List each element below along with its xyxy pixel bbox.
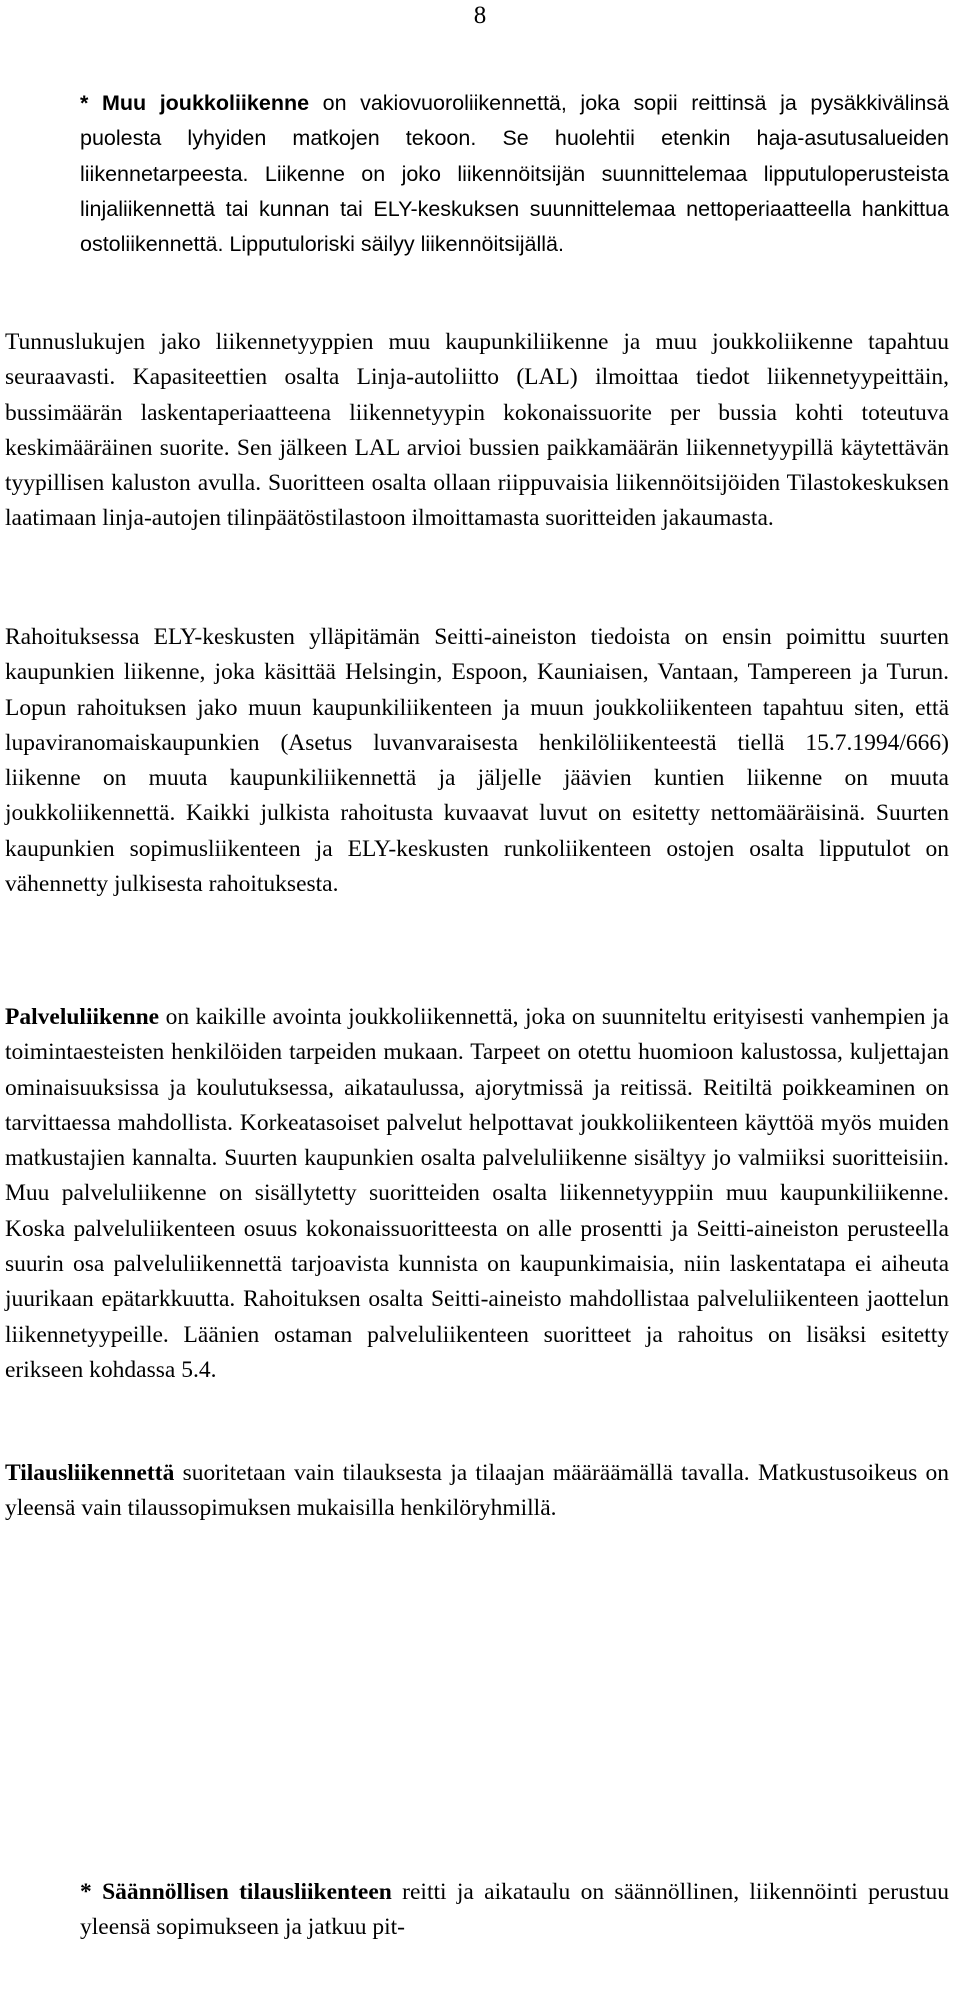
bullet-marker: * xyxy=(80,91,102,115)
paragraph-saannollinen-tilausliikenne xyxy=(80,1875,949,1946)
paragraph-text: Tunnuslukujen jako liikennetyyppien muu kaupunkiliikenne ja muu joukkoliikenne tapahtuu seuraavasti. Kapasiteettien osalta Linja-autoliitto (LAL) ilmoittaa tiedot liikennetyypeittäin, bussimäärän laskentaperiaatteena liikennetyypin kokonaissuorite per bussia kohti toteutuva keskimääräinen suorite. Sen jälkeen LAL arvioi bussien paikkamäärän liikennetyypillä käytettävän tyypillisen kaluston avulla. Suoritteen osalta ollaan riippuvaisia liikennöitsijöiden Tilastokeskuksen laatimaan linja-autojen tilinpäätöstilastoon ilmoittamasta suoritteiden jakaumasta. xyxy=(5,329,949,532)
paragraph-muu-joukkoliikenne xyxy=(80,86,949,262)
paragraph-text: reitti ja aikataulu on säännöllinen, liikennöinti perustuu yleensä sopimukseen ja jatkuu pit- xyxy=(80,1879,950,1941)
paragraph-text: Rahoituksessa ELY-keskusten ylläpitämän Seitti-aineiston tiedoista on ensin poimittu suurten kaupunkien liikenne, joka käsittää Helsingin, Espoon, Kauniaisen, Vantaan, Tampereen ja Turun. Lopun rahoituksen jako muun kaupunkiliikenteen ja muun joukkoliikenteen tapahtuu siten, että lupaviranomaiskaupunkien (Asetus luvanvaraisesta henkilöliikenteestä tiellä 15.7.1994/666) liikenne on muuta kaupunkiliikennettä ja jäljelle jäävien kuntien liikenne on muuta joukkoliikennettä. Kaikki julkista rahoitusta kuvaavat luvut on esitetty nettomääräisinä. Suurten kaupunkien sopimusliikenteen ja ELY-keskusten runkoliikenteen ostojen osalta lipputulot on vähennetty julkisesta rahoituksesta. xyxy=(5,624,949,898)
paragraph-text: on kaikille avointa joukkoliikennettä, joka on suunniteltu erityisesti vanhempien ja toimintaesteisten henkilöiden tarpeiden mukaan. Tarpeet on otettu huomioon kalustossa, kuljettajan ominaisuuksissa ja koulutuksessa, aikataulussa, ajorytmissä ja reitissä. Reitiltä poikkeaminen on tarvittaessa mahdollista. Korkeatasoiset palvelut helpottavat joukkoliikenteen käyttöä myös muiden matkustajien kannalta. Suurten kaupunkien osalta palveluliikenne sisältyy jo valmiiksi suoritteisiin. Muu palveluliikenne on sisällytetty suoritteiden osalta liikennetyyppiin muu kaupunkiliikenne. Koska palveluliikenteen osuus kokonaissuoritteesta on alle prosentti ja Seitti-aineiston perusteella suurin osa palveluliikennettä tarjoavista kunnista on kaupunkimaisia, niin laskentatapa ei aiheuta juurikaan epätarkkuutta. Rahoituksen osalta Seitti-aineisto mahdollistaa palveluliikenteen jaottelun liikennetyypeille. Läänien ostaman palveluliikenteen suoritteet ja rahoitus on lisäksi esitetty erikseen kohdassa 5.4. xyxy=(5,1004,949,1383)
defined-term: Muu joukkoliikenne xyxy=(101,91,310,115)
page-number: 8 xyxy=(473,2,487,29)
defined-term: Säännöllisen tilausliikenteen xyxy=(102,1879,392,1905)
paragraph-text: suoritetaan vain tilauksesta ja tilaajan määräämällä tavalla. Matkustusoikeus on yleensä vain tilaussopimuksen mukaisilla henkilöryhmillä. xyxy=(5,1460,949,1522)
defined-term: Palveluliikenne xyxy=(5,1004,160,1030)
paragraph-palveluliikenne xyxy=(5,1000,949,1388)
defined-term: Tilausliikennettä xyxy=(5,1460,175,1486)
paragraph-tunnuslukujen-jako xyxy=(5,325,949,537)
paragraph-text: on vakiovuoroliikennettä, joka sopii reittinsä ja pysäkkivälinsä puolesta lyhyiden matkojen tekoon. Se huolehtii etenkin haja-asutusalueiden liikennetarpeesta. Liikenne on joko liikennöitsijän suunnittelemaa lipputuloperusteista linjaliikennettä tai kunnan tai ELY-keskuksen suunnittelemaa nettoperiaatteella hankittua ostoliikennettä. Lipputuloriski säilyy liikennöitsijällä. xyxy=(80,91,950,257)
bullet-marker: * xyxy=(80,1879,103,1905)
paragraph-rahoituksessa xyxy=(5,620,949,902)
paragraph-tilausliikenne xyxy=(5,1456,949,1527)
